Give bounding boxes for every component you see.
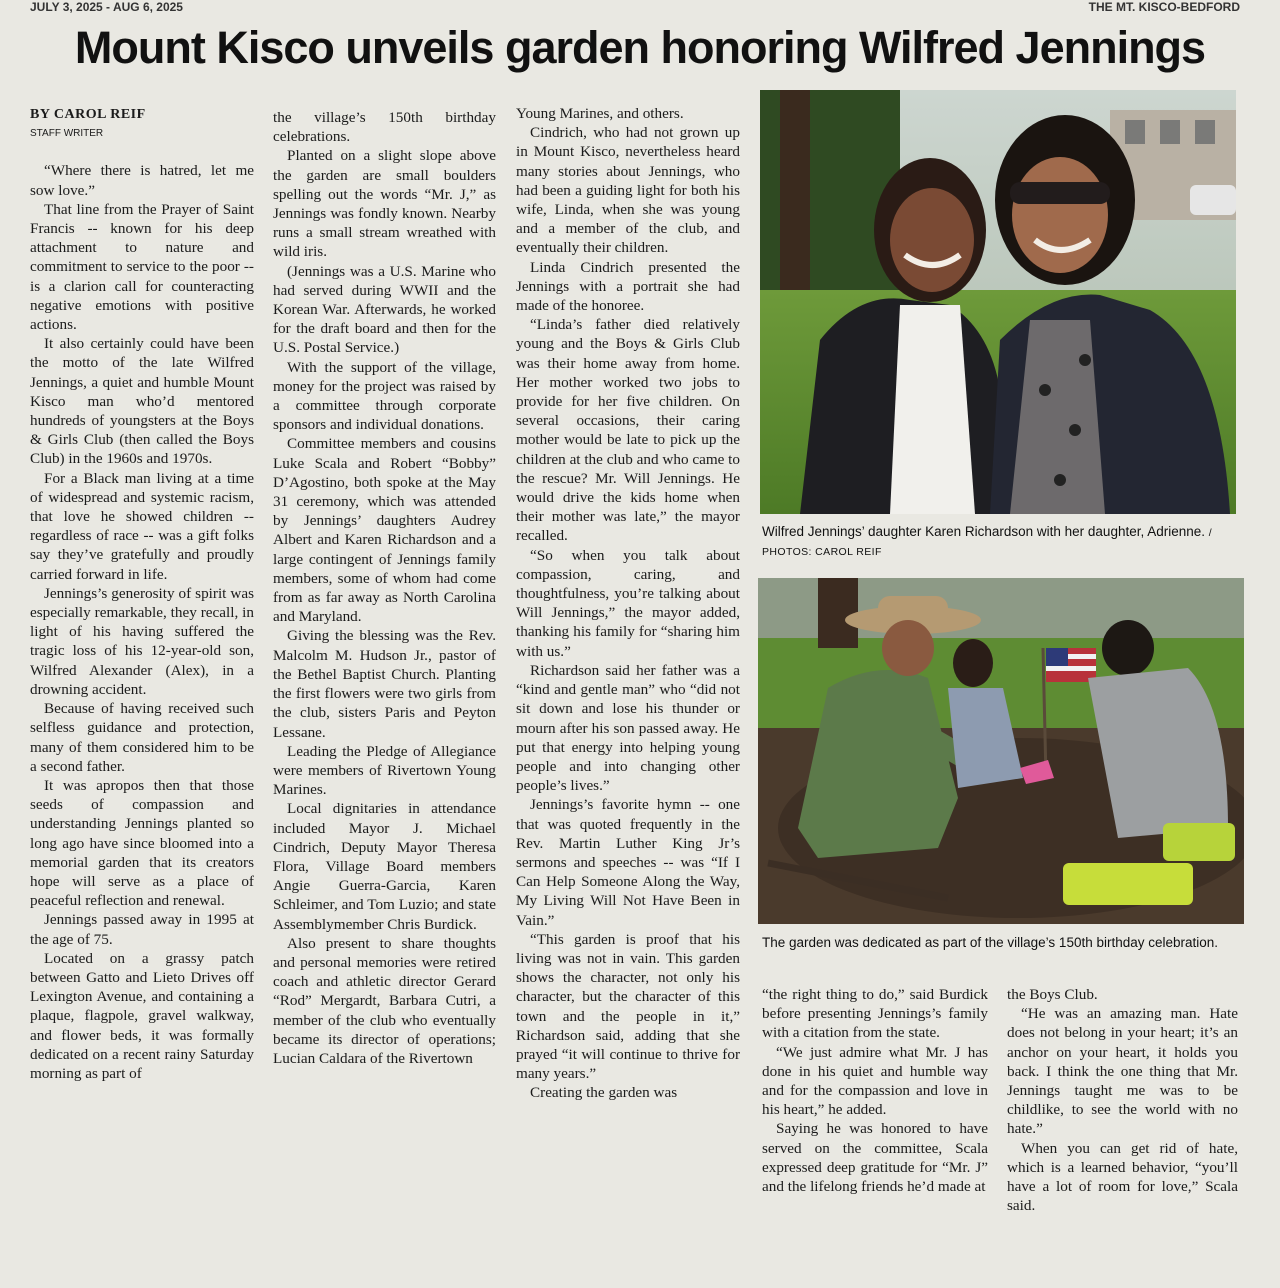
byline-role: STAFF WRITER	[30, 128, 104, 140]
paragraph: “Linda’s father died relatively young and the Boys & Girls Club was their home away from home. Her mother worked two jobs to provide for her five children. On several occasions, their caring mother would be late to pick up the children at the club and who came to the rescue? Mr. Will Jennings. He would drive the kids home when their mother was late,” the mayor recalled.	[516, 316, 740, 545]
paragraph: “So when you talk about compassion, caring, and thoughtfulness, you’re talking about Will Jennings,” the mayor added, thanking his family for “sharing him with us.”	[516, 546, 740, 660]
paragraph: Jennings’s favorite hymn -- one that was quoted frequently in the Rev. Martin Luther King Jr’s sermons and speeches -- was “If I Can Help Someone Along the Way, My Living Will Not Have Been in Vain.”	[516, 796, 740, 929]
paragraph: the village’s 150th birthday celebrations.	[273, 109, 496, 146]
paragraph: Leading the Pledge of Allegiance were members of Rivertown Young Marines.	[273, 742, 496, 799]
paragraph: Because of having received such selfless guidance and protection, many of them considered him to be a second father.	[30, 700, 254, 775]
photo-2-caption: The garden was dedicated as part of the village’s 150th birthday celebration.	[762, 935, 1219, 950]
paragraph: Saying he was honored to have served on the committee, Scala expressed deep gratitude for “Mr. J” and the lifelong friends he’d made at	[762, 1120, 988, 1196]
paragraph: Young Marines, and others.	[516, 105, 684, 122]
column-5	[1007, 985, 1238, 1265]
paragraph: It was apropos then that those seeds of compassion and understanding Jennings planted so long ago have since bloomed into a memorial garden that its creators hope will serve as a place of peaceful reflection and renewal.	[30, 776, 254, 910]
column-2	[273, 108, 496, 1260]
paragraph: Jennings passed away in 1995 at the age of 75.	[30, 911, 254, 948]
paragraph: Located on a grassy patch between Gatto and Lieto Drives off Lexington Avenue, and containing a plaque, flagpole, gravel walkway, and flower beds, it was formally dedicated on a recent rainy Saturday morning as part of	[30, 949, 254, 1082]
paragraph: It also certainly could have been the motto of the late Wilfred Jennings, a quiet and humble Mount Kisco man who’d mentored hundreds of youngsters at the Boys & Girls Club (then called the Boys Club) in the 1960s and 1970s.	[30, 335, 254, 468]
paragraph: Jennings’s generosity of spirit was especially remarkable, they recall, in light of his having suffered the tragic loss of his 12-year-old son, Wilfred Alexander (Alex), in a drowning accident.	[30, 584, 254, 698]
garden-photo	[758, 578, 1244, 924]
paragraph: “This garden is proof that his living was not in vain. This garden shows the character, not only his character, but the character of this town and the people in it,” Richardson said, adding that she prayed “it will continue to thrive for many years.”	[516, 930, 740, 1083]
paragraph: Richardson said her father was a “kind and gentle man” who “did not sit down and lose his thunder or mourn after his son passed away. He put that energy into helping young people and into changing other people’s lives.”	[516, 661, 740, 795]
paragraph: “Where there is hatred, let me sow love.”	[30, 162, 254, 199]
headline: Mount Kisco unveils garden honoring Wilfred Jennings	[74, 22, 1206, 73]
portrait-photo	[760, 90, 1236, 514]
paragraph: With the support of the village, money for the project was raised by a committee through corporate sponsors and individual donations.	[273, 358, 496, 434]
column-4	[762, 985, 988, 1265]
paragraph: Planted on a slight slope above the garden are small boulders spelling out the words “Mr. J,” as Jennings was fondly known. Nearby runs a small stream wreathed with wild iris.	[273, 147, 496, 261]
paragraph: “the right thing to do,” said Burdick before presenting Jennings’s family with a citation from the state.	[762, 986, 988, 1042]
paragraph: That line from the Prayer of Saint Francis -- known for his deep attachment to nature and commitment to service to the poor -- is a clarion call for counteracting negative emotions with positive actions.	[30, 200, 254, 334]
photo-1-caption-text: Wilfred Jennings’ daughter Karen Richardson with her daughter, Adrienne.	[762, 524, 1206, 539]
paragraph: For a Black man living at a time of widespread and systemic racism, that love he showed children -- regardless of race -- was a gift folks say they’ve gratefully and proudly carried forward in life.	[30, 469, 254, 583]
photo-karen-and-adrienne	[760, 90, 1236, 514]
paragraph: the Boys Club.	[1007, 986, 1098, 1003]
photo-1-caption	[762, 523, 1232, 561]
byline: BY CAROL REIF	[30, 107, 146, 122]
paragraph: “We just admire what Mr. J has done in his quiet and humble way and for the compassion and love in his heart,” he added.	[762, 1043, 988, 1119]
paragraph: When you can get rid of hate, which is a learned behavior, “you’ll have a lot of room for love,” Scala said.	[1007, 1139, 1238, 1215]
photo-garden-planting	[758, 578, 1244, 924]
paragraph: Linda Cindrich presented the Jennings with a portrait she had made of the honoree.	[516, 258, 740, 315]
paragraph: Local dignitaries in attendance included Mayor J. Michael Cindrich, Deputy Mayor Theresa Flora, Village Board members Angie Guerra-Garcia, Karen Schleimer, and Tom Luzio; and state Assemblymember Chris Burdick.	[273, 800, 496, 933]
photo-credit: / PHOTOS: CAROL REIF	[762, 527, 1213, 558]
paragraph: Also present to share thoughts and personal memories were retired coach and athletic director Gerard “Rod” Mergardt, Barbara Cutri, a member of the club who eventually became its director of operations; Lucian Caldara of the Rivertown	[273, 934, 496, 1067]
paragraph: “He was an amazing man. Hate does not belong in your heart; it’s an anchor on your heart, it holds you back. I think the one thing that Mr. Jennings taught me was to be childlike, to see the world with no hate.”	[1007, 1005, 1238, 1138]
column-3	[516, 104, 740, 1262]
issue-date: JULY 3, 2025 - AUG 6, 2025	[30, 0, 183, 14]
column-1	[30, 105, 254, 1260]
paragraph: Giving the blessing was the Rev. Malcolm M. Hudson Jr., pastor of the Bethel Baptist Church. Planting the first flowers were two girls from the club, sisters Paris and Peyton Lessane.	[273, 627, 496, 741]
paragraph: Committee members and cousins Luke Scala and Robert “Bobby” D’Agostino, both spoke at the May 31 ceremony, which was attended by Jennings’ daughters Audrey Albert and Karen Richardson and a large contingent of Jennings family members, some of whom had come from as far away as North Carolina and Maryland.	[273, 435, 496, 626]
paragraph: Creating the garden was	[530, 1084, 678, 1102]
paragraph: Cindrich, who had not grown up in Mount Kisco, nevertheless heard many stories about Jennings, who had been a guiding light for both his wife, Linda, when she was young and a member of the club, and eventually their children.	[516, 124, 740, 257]
paper-name: THE MT. KISCO-BEDFORD	[1088, 0, 1240, 14]
paragraph: (Jennings was a U.S. Marine who had served during WWII and the Korean War. Afterwards, he worked for the draft board and then for the U.S. Postal Service.)	[273, 262, 496, 357]
